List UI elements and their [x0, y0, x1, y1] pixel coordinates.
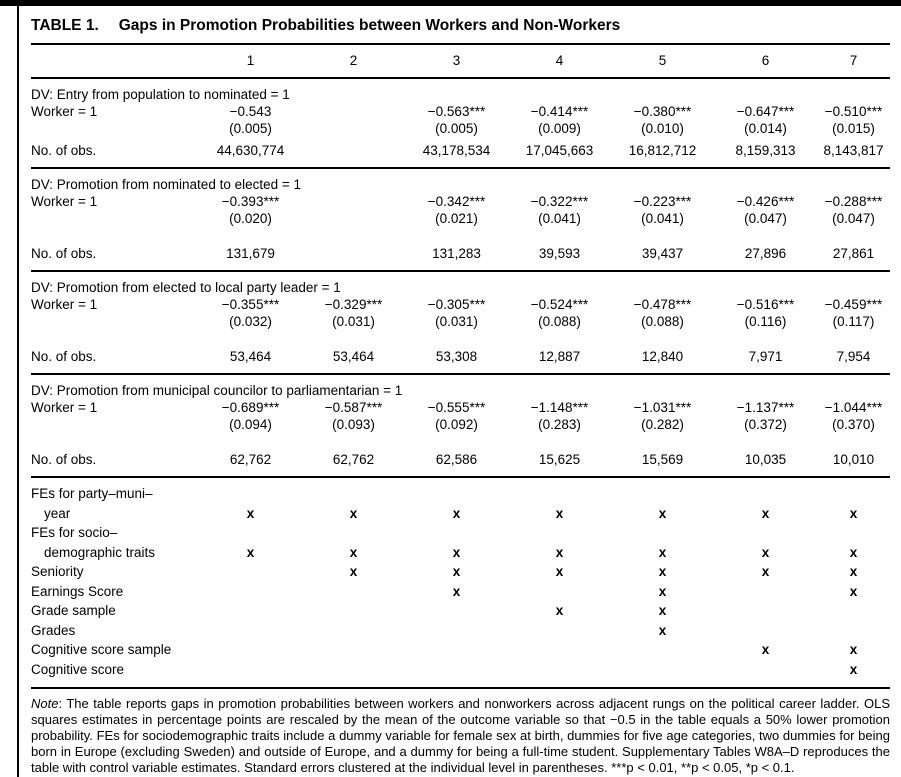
spacer-row — [31, 228, 890, 241]
control-mark-empty — [405, 601, 508, 621]
control-mark: x — [452, 505, 461, 521]
row-label-empty — [31, 313, 199, 331]
control-mark-empty — [508, 582, 611, 602]
control-label: FEs for socio– — [31, 525, 118, 540]
control-mark: x — [246, 544, 255, 560]
row-label-worker: Worker = 1 — [31, 104, 98, 119]
control-mark-empty — [405, 660, 508, 688]
obs-cell: 131,679 — [226, 246, 275, 261]
obs-cell: 17,045,663 — [525, 143, 594, 158]
control-label: Grades — [31, 622, 76, 638]
std-error-cell: (0.009) — [538, 121, 581, 136]
page-title — [31, 6, 890, 45]
estimate-cell: −0.459*** — [824, 297, 883, 312]
column-header: 3 — [452, 53, 461, 68]
estimate-cell: −0.647*** — [736, 104, 795, 119]
std-error-cell: (0.021) — [435, 211, 478, 226]
control-mark-empty — [508, 640, 611, 660]
obs-cell: 53,464 — [332, 349, 375, 364]
control-mark: x — [452, 564, 461, 579]
control-mark: x — [452, 583, 461, 599]
std-error-cell: (0.005) — [229, 121, 272, 136]
control-mark: x — [849, 583, 858, 599]
obs-cell: 7,971 — [748, 349, 783, 364]
obs-cell: 27,861 — [832, 246, 875, 261]
obs-cell: 10,010 — [832, 452, 875, 467]
control-label: Seniority — [31, 564, 84, 579]
control-mark: x — [849, 505, 858, 521]
control-mark: x — [349, 544, 358, 560]
estimate-cell: −0.305*** — [427, 297, 486, 312]
control-mark: x — [349, 564, 358, 579]
control-mark-empty — [611, 640, 714, 660]
std-error-cell: (0.088) — [641, 314, 684, 329]
control-mark: x — [849, 544, 858, 560]
estimate-cell: −0.689*** — [221, 400, 280, 415]
control-mark: x — [246, 505, 255, 521]
obs-cell: 62,762 — [229, 452, 272, 467]
control-mark: x — [349, 505, 358, 521]
std-error-cell: (0.014) — [744, 121, 787, 136]
obs-cell: 8,159,313 — [735, 143, 796, 158]
control-mark: x — [658, 505, 667, 521]
row-label-empty — [31, 210, 199, 228]
control-mark-empty — [199, 562, 302, 582]
column-header: 7 — [849, 53, 858, 68]
note-label: Note — [31, 696, 59, 711]
column-header: 4 — [555, 53, 564, 68]
std-error-cell: (0.031) — [332, 314, 375, 329]
estimate-cell: −0.223*** — [633, 194, 692, 209]
row-label-obs: No. of obs. — [31, 349, 97, 364]
obs-cell: 7,954 — [836, 349, 871, 364]
control-label: Grade sample — [31, 603, 116, 618]
estimate-cell — [302, 103, 405, 120]
std-error-cell — [302, 210, 405, 228]
dv-label: DV: Promotion from nominated to elected = 1 — [31, 177, 302, 192]
estimate-cell: −0.563*** — [427, 104, 486, 119]
control-mark-empty — [302, 621, 405, 641]
control-mark: x — [452, 544, 461, 560]
table-title-text: Gaps in Promotion Probabilities between Workers and Non-Workers — [118, 17, 621, 34]
std-error-cell: (0.370) — [832, 417, 875, 432]
obs-cell: 39,593 — [538, 246, 581, 261]
control-mark-empty — [714, 601, 817, 621]
horizontal-rule — [31, 687, 890, 688]
std-error-cell: (0.015) — [832, 121, 875, 136]
obs-cell: 53,464 — [229, 349, 272, 364]
std-error-cell: (0.117) — [832, 314, 875, 329]
obs-cell: 39,437 — [641, 246, 684, 261]
std-error-cell: (0.041) — [641, 211, 684, 226]
control-mark-empty — [405, 621, 508, 641]
row-label-obs: No. of obs. — [31, 452, 97, 467]
obs-cell: 15,569 — [641, 452, 684, 467]
table-note — [31, 689, 890, 776]
estimate-cell: −0.510*** — [824, 104, 883, 119]
obs-cell: 12,887 — [538, 349, 581, 364]
std-error-cell: (0.031) — [435, 314, 478, 329]
row-label-worker: Worker = 1 — [31, 194, 98, 209]
std-error-cell: (0.047) — [832, 211, 875, 226]
estimate-cell: −0.393*** — [221, 194, 280, 209]
estimate-cell: −1.031*** — [633, 400, 692, 415]
estimate-cell: −1.137*** — [736, 400, 795, 415]
control-mark-empty — [817, 621, 890, 641]
row-label-worker: Worker = 1 — [31, 400, 98, 415]
estimate-cell: −0.329*** — [324, 297, 383, 312]
dv-label: DV: Entry from population to nominated = 1 — [31, 87, 290, 102]
std-error-cell: (0.088) — [538, 314, 581, 329]
column-header: 2 — [349, 53, 358, 68]
obs-cell: 27,896 — [744, 246, 787, 261]
std-error-cell: (0.005) — [435, 121, 478, 136]
control-mark-empty — [714, 621, 817, 641]
std-error-cell — [302, 120, 405, 138]
estimate-cell: −0.426*** — [736, 194, 795, 209]
control-mark: x — [555, 603, 564, 618]
obs-cell — [302, 138, 405, 167]
note-text: : The table reports gaps in promotion probabilities between workers and nonworkers across adjacent rungs on the political career ladder. OLS squares estimates in percentage points are rescaled by the mean of the outcome variable so that −0.5 in the table equals a 50% lower promotion probability. FEs for sociodemographic traits include a dummy variable for female sex at birth, dummies for five age categories, two dummies for being born in Europe (excluding Sweden) and outside of Europe, and a dummy for being a full-time student. Supplementary Tables W8A–D reproduces the table with control variable estimates. Standard errors clustered at the individual level in parentheses. ***p < 0.01, **p < 0.05, *p < 0.1. — [31, 696, 890, 775]
control-mark: x — [849, 642, 858, 657]
control-label: Cognitive score sample — [31, 642, 172, 657]
dv-label: DV: Promotion from elected to local party leader = 1 — [31, 280, 341, 295]
estimate-cell: −0.543 — [229, 104, 272, 119]
obs-cell: 16,812,712 — [628, 143, 697, 158]
control-mark-empty — [714, 582, 817, 602]
std-error-cell: (0.093) — [332, 417, 375, 432]
obs-cell: 131,283 — [432, 246, 481, 261]
control-mark-empty — [508, 621, 611, 641]
estimate-cell: −0.342*** — [427, 194, 486, 209]
control-mark-empty — [199, 660, 302, 688]
control-mark: x — [658, 564, 667, 579]
obs-cell: 8,143,817 — [823, 143, 884, 158]
control-mark-empty — [714, 660, 817, 688]
std-error-cell: (0.116) — [744, 314, 787, 329]
control-mark-empty — [302, 640, 405, 660]
control-mark-empty — [199, 582, 302, 602]
control-label-continued: demographic traits — [44, 544, 156, 560]
table-number: TABLE 1. — [31, 17, 99, 34]
estimate-cell: −0.524*** — [530, 297, 589, 312]
column-header: 1 — [246, 53, 255, 68]
row-label-obs: No. of obs. — [31, 143, 97, 158]
estimate-cell: −0.355*** — [221, 297, 280, 312]
control-mark: x — [761, 505, 770, 521]
results-table — [31, 45, 890, 689]
control-mark-empty — [302, 660, 405, 688]
control-mark: x — [658, 603, 667, 618]
table-page — [31, 6, 890, 776]
control-mark-empty — [199, 621, 302, 641]
obs-cell: 62,586 — [435, 452, 478, 467]
row-label-empty — [31, 120, 199, 138]
obs-cell: 15,625 — [538, 452, 581, 467]
estimate-cell: −0.587*** — [324, 400, 383, 415]
estimate-cell — [302, 193, 405, 210]
control-label: FEs for party–muni– — [31, 486, 153, 501]
spacer-row — [31, 331, 890, 344]
estimate-cell: −0.414*** — [530, 104, 589, 119]
control-mark: x — [658, 583, 667, 599]
obs-cell: 43,178,534 — [422, 143, 491, 158]
control-mark: x — [761, 544, 770, 560]
column-header-spacer — [31, 45, 199, 77]
row-label-worker: Worker = 1 — [31, 297, 98, 312]
row-label-empty — [31, 416, 199, 434]
control-mark-empty — [611, 660, 714, 688]
control-label-continued: year — [44, 505, 71, 521]
std-error-cell: (0.010) — [641, 121, 684, 136]
control-mark: x — [658, 622, 667, 638]
control-label: Earnings Score — [31, 583, 124, 599]
std-error-cell: (0.032) — [229, 314, 272, 329]
std-error-cell: (0.282) — [641, 417, 684, 432]
control-mark-empty — [302, 582, 405, 602]
std-error-cell: (0.372) — [744, 417, 787, 432]
estimate-cell: −0.288*** — [824, 194, 883, 209]
obs-cell: 12,840 — [641, 349, 684, 364]
control-mark: x — [658, 544, 667, 560]
estimate-cell: −0.516*** — [736, 297, 795, 312]
control-mark: x — [849, 661, 858, 677]
control-mark: x — [555, 505, 564, 521]
control-mark: x — [849, 564, 858, 579]
estimate-cell: −1.148*** — [530, 400, 589, 415]
dv-label: DV: Promotion from municipal councilor to parliamentarian = 1 — [31, 383, 403, 398]
estimate-cell: −1.044*** — [824, 400, 883, 415]
control-mark-empty — [817, 601, 890, 621]
std-error-cell: (0.020) — [229, 211, 272, 226]
control-mark-empty — [199, 601, 302, 621]
obs-cell: 53,308 — [435, 349, 478, 364]
std-error-cell: (0.041) — [538, 211, 581, 226]
row-label-obs: No. of obs. — [31, 246, 97, 261]
obs-cell: 62,762 — [332, 452, 375, 467]
control-mark-empty — [405, 640, 508, 660]
std-error-cell: (0.092) — [435, 417, 478, 432]
column-header: 5 — [658, 53, 667, 68]
estimate-cell: −0.322*** — [530, 194, 589, 209]
control-mark: x — [761, 564, 770, 579]
obs-cell: 10,035 — [744, 452, 787, 467]
control-label: Cognitive score — [31, 661, 125, 677]
std-error-cell: (0.047) — [744, 211, 787, 226]
control-mark: x — [555, 564, 564, 579]
left-border-line — [17, 6, 19, 777]
estimate-cell: −0.555*** — [427, 400, 486, 415]
control-mark-empty — [302, 601, 405, 621]
control-mark: x — [555, 544, 564, 560]
obs-cell: 44,630,774 — [216, 143, 285, 158]
std-error-cell: (0.283) — [538, 417, 581, 432]
control-mark: x — [761, 642, 770, 657]
control-mark-empty — [199, 640, 302, 660]
std-error-cell: (0.094) — [229, 417, 272, 432]
estimate-cell: −0.380*** — [633, 104, 692, 119]
obs-cell — [302, 241, 405, 270]
control-mark-empty — [508, 660, 611, 688]
column-header: 6 — [761, 53, 770, 68]
estimate-cell: −0.478*** — [633, 297, 692, 312]
spacer-row — [31, 434, 890, 447]
